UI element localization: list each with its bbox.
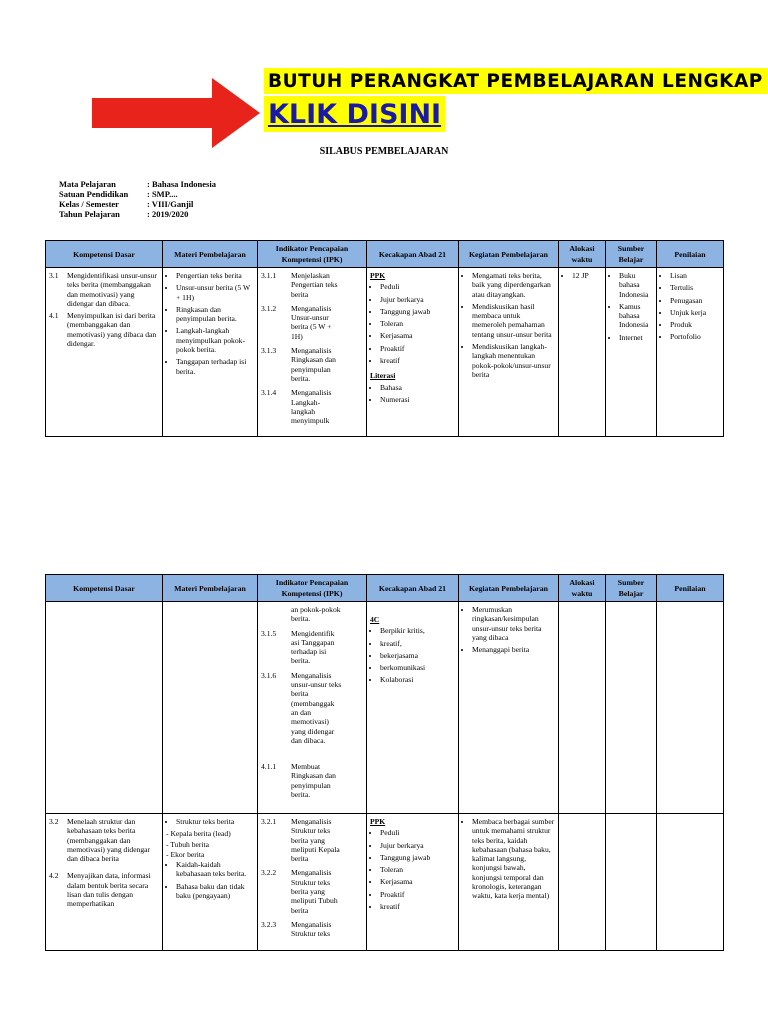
list-item: • Numerasi bbox=[380, 395, 455, 404]
ppk-title: PPK bbox=[370, 817, 386, 826]
header-penilaian: Penilaian bbox=[657, 241, 724, 268]
list-item: • Mendiskusikan hasil membaca untuk memeroleh pemahaman tentang unsur-unsur berita bbox=[472, 302, 555, 339]
list-item: • Mengamati teks berita, baik yang diperdengarkan atau ditayangkan. bbox=[472, 271, 555, 299]
kegiatan-cell bbox=[459, 602, 559, 814]
list-item: • bekerjasama bbox=[380, 651, 455, 660]
penilaian-cell bbox=[657, 268, 724, 437]
promo-banner-text: BUTUH PERANGKAT PEMBELAJARAN LENGKAP bbox=[264, 68, 767, 94]
list-item: • Struktur teks berita bbox=[176, 817, 254, 826]
list-item: • Penugasan bbox=[670, 296, 720, 305]
list-item: • Tertulis bbox=[670, 283, 720, 292]
list-item: • Membaca berbagai sumber untuk memahami struktur teks berita, kaidah kebahasaan (bahasa baku, kalimat langsung, konjungsi bawah, konjungsi temporal dan kronologis, keterangan waktu, kata kerja mental) bbox=[472, 817, 555, 901]
ipk-item: 3.1.4 Menganalisis Langkah-langkah menyimpulk bbox=[261, 388, 332, 426]
list-item: • Kaidah-kaidah kebahasaan teks berita. bbox=[176, 860, 254, 879]
header-materi: Materi Pembelajaran bbox=[163, 575, 258, 602]
ipk-item: 3.1.3 Menganalisis Ringkasan dan penyimpulan berita. bbox=[261, 346, 336, 383]
list-item: • Tanggung jawab bbox=[380, 853, 455, 862]
meta-value: : SMP.... bbox=[147, 189, 178, 199]
list-item: - Kepala berita (lead) bbox=[166, 829, 254, 838]
list-item: • Ringkasan dan penyimpulan berita. bbox=[176, 305, 254, 324]
materi-cell bbox=[163, 268, 258, 437]
penilaian-cell bbox=[657, 602, 724, 814]
table-header-row bbox=[46, 575, 724, 602]
meta-value: : Bahasa Indonesia bbox=[147, 179, 216, 189]
syllabus-table-2 bbox=[45, 574, 724, 951]
list-item: • Bahasa bbox=[380, 383, 455, 392]
meta-info bbox=[59, 179, 216, 219]
list-item: • kreatif, bbox=[380, 639, 455, 648]
header-kd: Kompetensi Dasar bbox=[46, 241, 163, 268]
header-sumber: Sumber Belajar bbox=[606, 575, 657, 602]
header-penilaian: Penilaian bbox=[657, 575, 724, 602]
sumber-cell bbox=[606, 602, 657, 814]
meta-key: Kelas / Semester bbox=[59, 199, 119, 209]
list-item: • Berpikir kritis, bbox=[380, 626, 455, 635]
list-item: • Portofolio bbox=[670, 332, 720, 341]
list-item: • Toleran bbox=[380, 865, 455, 874]
syllabus-table-1 bbox=[45, 240, 724, 437]
header-kecakapan: Kecakapan Abad 21 bbox=[367, 575, 459, 602]
kd-item: 3.1 Mengidentifikasi unsur-unsur teks berita (membanggakan dan memotivasi) yang didengar dan dibaca. bbox=[49, 271, 157, 308]
list-item: • Kolaborasi bbox=[380, 675, 455, 684]
kegiatan-cell bbox=[459, 814, 559, 951]
ipk-cell bbox=[258, 602, 367, 814]
list-item: - Ekor berita bbox=[166, 850, 254, 859]
list-item: • Kerjasama bbox=[380, 877, 455, 886]
kegiatan-cell bbox=[459, 268, 559, 437]
list-item: • Langkah-langkah menyimpulkan pokok-pokok berita. bbox=[176, 326, 254, 354]
red-arrow-icon bbox=[92, 78, 260, 148]
list-item: • Peduli bbox=[380, 828, 455, 837]
list-item: • 12 JP bbox=[572, 271, 602, 280]
header-kegiatan: Kegiatan Pembelajaran bbox=[459, 575, 559, 602]
list-item: • Proaktif bbox=[380, 890, 455, 899]
meta-row bbox=[59, 209, 216, 219]
kecakapan-cell bbox=[367, 814, 459, 951]
meta-row bbox=[59, 179, 216, 189]
ipk-cell bbox=[258, 268, 367, 437]
table-header-row bbox=[46, 241, 724, 268]
ipk-item: 4.1.1 Membuat Ringkasan dan penyimpulan berita. bbox=[261, 762, 336, 800]
meta-key: Mata Pelajaran bbox=[59, 179, 116, 189]
header-ipk: Indikator Pencapaian Kompetensi (IPK) bbox=[258, 241, 367, 268]
list-item: - Tubuh berita bbox=[166, 840, 254, 849]
list-item: • Toleran bbox=[380, 319, 455, 328]
ipk-item: an pokok-pokok berita. bbox=[291, 605, 341, 624]
4c-title: 4C bbox=[370, 615, 380, 624]
list-item: • Unjuk kerja bbox=[670, 308, 720, 317]
kecakapan-cell bbox=[367, 602, 459, 814]
list-item: • Produk bbox=[670, 320, 720, 329]
alokasi-cell bbox=[559, 814, 606, 951]
header-kd: Kompetensi Dasar bbox=[46, 575, 163, 602]
ipk-item: 3.2.2 Menganalisis Struktur teks berita yang meliputi Tubuh berita bbox=[261, 868, 338, 915]
kd-cell bbox=[46, 814, 163, 951]
list-item: • Jujur berkarya bbox=[380, 841, 455, 850]
list-item: • Lisan bbox=[670, 271, 720, 280]
list-item: • Tanggapan terhadap isi berita. bbox=[176, 357, 254, 376]
ipk-item: 3.1.5 Mengidentifik asi Tanggapan terhadap isi berita. bbox=[261, 628, 335, 666]
header-sumber: Sumber Belajar bbox=[606, 241, 657, 268]
list-item: • Tanggung jawab bbox=[380, 307, 455, 316]
list-item: • kreatif bbox=[380, 902, 455, 911]
materi-cell bbox=[163, 814, 258, 951]
materi-cell bbox=[163, 602, 258, 814]
alokasi-cell bbox=[559, 602, 606, 814]
header-kecakapan: Kecakapan Abad 21 bbox=[367, 241, 459, 268]
ipk-item: 3.1.6 Menganalisis unsur-unsur teks berita (membanggak an dan memotivasi) yang didengar dan dibaca. bbox=[261, 670, 342, 745]
list-item: • Kerjasama bbox=[380, 331, 455, 340]
kd-cell bbox=[46, 602, 163, 814]
meta-value: : 2019/2020 bbox=[147, 209, 189, 219]
meta-key: Satuan Pendidikan bbox=[59, 189, 129, 199]
list-item: • Jujur berkarya bbox=[380, 295, 455, 304]
list-item: • Merumuskan ringkasan/kesimpulan unsur-unsur teks berita yang dibaca bbox=[472, 605, 555, 642]
ipk-item: 3.1.2 Menganalisis Unsur-unsur berita (5 W + 1H) bbox=[261, 303, 332, 341]
penilaian-cell bbox=[657, 814, 724, 951]
list-item: • Pengertian teks berita bbox=[176, 271, 254, 280]
kd-cell bbox=[46, 268, 163, 437]
meta-value: : VIII/Ganjil bbox=[147, 199, 194, 209]
list-item: • Proaktif bbox=[380, 344, 455, 353]
kecakapan-cell bbox=[367, 268, 459, 437]
page-title: SILABUS PEMBELAJARAN bbox=[319, 146, 449, 157]
list-item: • Kamus bahasa Indonesia bbox=[619, 302, 653, 330]
list-item: • Peduli bbox=[380, 282, 455, 291]
meta-row bbox=[59, 189, 216, 199]
sumber-cell bbox=[606, 268, 657, 437]
list-item: • Buku bahasa Indonesia bbox=[619, 271, 653, 299]
list-item: • berkomunikasi bbox=[380, 663, 455, 672]
ipk-item: 3.2.3 Menganalisis Struktur teks bbox=[261, 919, 332, 939]
ppk-title: PPK bbox=[370, 271, 386, 280]
klik-disini-link[interactable]: KLIK DISINI bbox=[264, 96, 445, 132]
table-row bbox=[46, 268, 724, 437]
header-ipk: Indikator Pencapaian Kompetensi (IPK) bbox=[258, 575, 367, 602]
header-alokasi: Alokasi waktu bbox=[559, 241, 606, 268]
literasi-title: Literasi bbox=[370, 371, 396, 381]
ipk-item: 3.2.1 Menganalisis Struktur teks berita yang meliputi Kepala berita bbox=[261, 817, 340, 864]
alokasi-cell bbox=[559, 268, 606, 437]
meta-key: Tahun Pelajaran bbox=[59, 209, 120, 219]
list-item: • Menanggapi berita bbox=[472, 645, 555, 654]
list-item: • kreatif bbox=[380, 356, 455, 365]
list-item: • Mendiskusikan langkah-langkah menentukan pokok-pokok/unsur-unsur berita bbox=[472, 342, 555, 379]
ipk-cell bbox=[258, 814, 367, 951]
meta-row bbox=[59, 199, 216, 209]
ipk-item: 3.1.1 Menjelaskan Pengertian teks berita bbox=[261, 271, 338, 299]
kd-item: 4.2 Menyajikan data, informasi dalam bentuk berita secara lisan dan tulis dengan memperhatikan bbox=[49, 871, 151, 909]
sumber-cell bbox=[606, 814, 657, 951]
list-item: • Unsur-unsur berita (5 W + 1H) bbox=[176, 283, 254, 302]
table-row bbox=[46, 814, 724, 951]
kd-item: 4.1 Menyimpulkan isi dari berita (membanggakan dan memotivasi) yang dibaca dan didengar. bbox=[49, 311, 157, 349]
table-row bbox=[46, 602, 724, 814]
kd-item: 3.2 Menelaah struktur dan kebahasaan teks berita (membanggakan dan memotivasi) yang didengar dan dibaca berita bbox=[49, 817, 151, 864]
header-kegiatan: Kegiatan Pembelajaran bbox=[459, 241, 559, 268]
list-item: • Bahasa baku dan tidak baku (pengayaan) bbox=[176, 882, 254, 901]
list-item: • Internet bbox=[619, 333, 653, 342]
header-materi: Materi Pembelajaran bbox=[163, 241, 258, 268]
header-alokasi: Alokasi waktu bbox=[559, 575, 606, 602]
